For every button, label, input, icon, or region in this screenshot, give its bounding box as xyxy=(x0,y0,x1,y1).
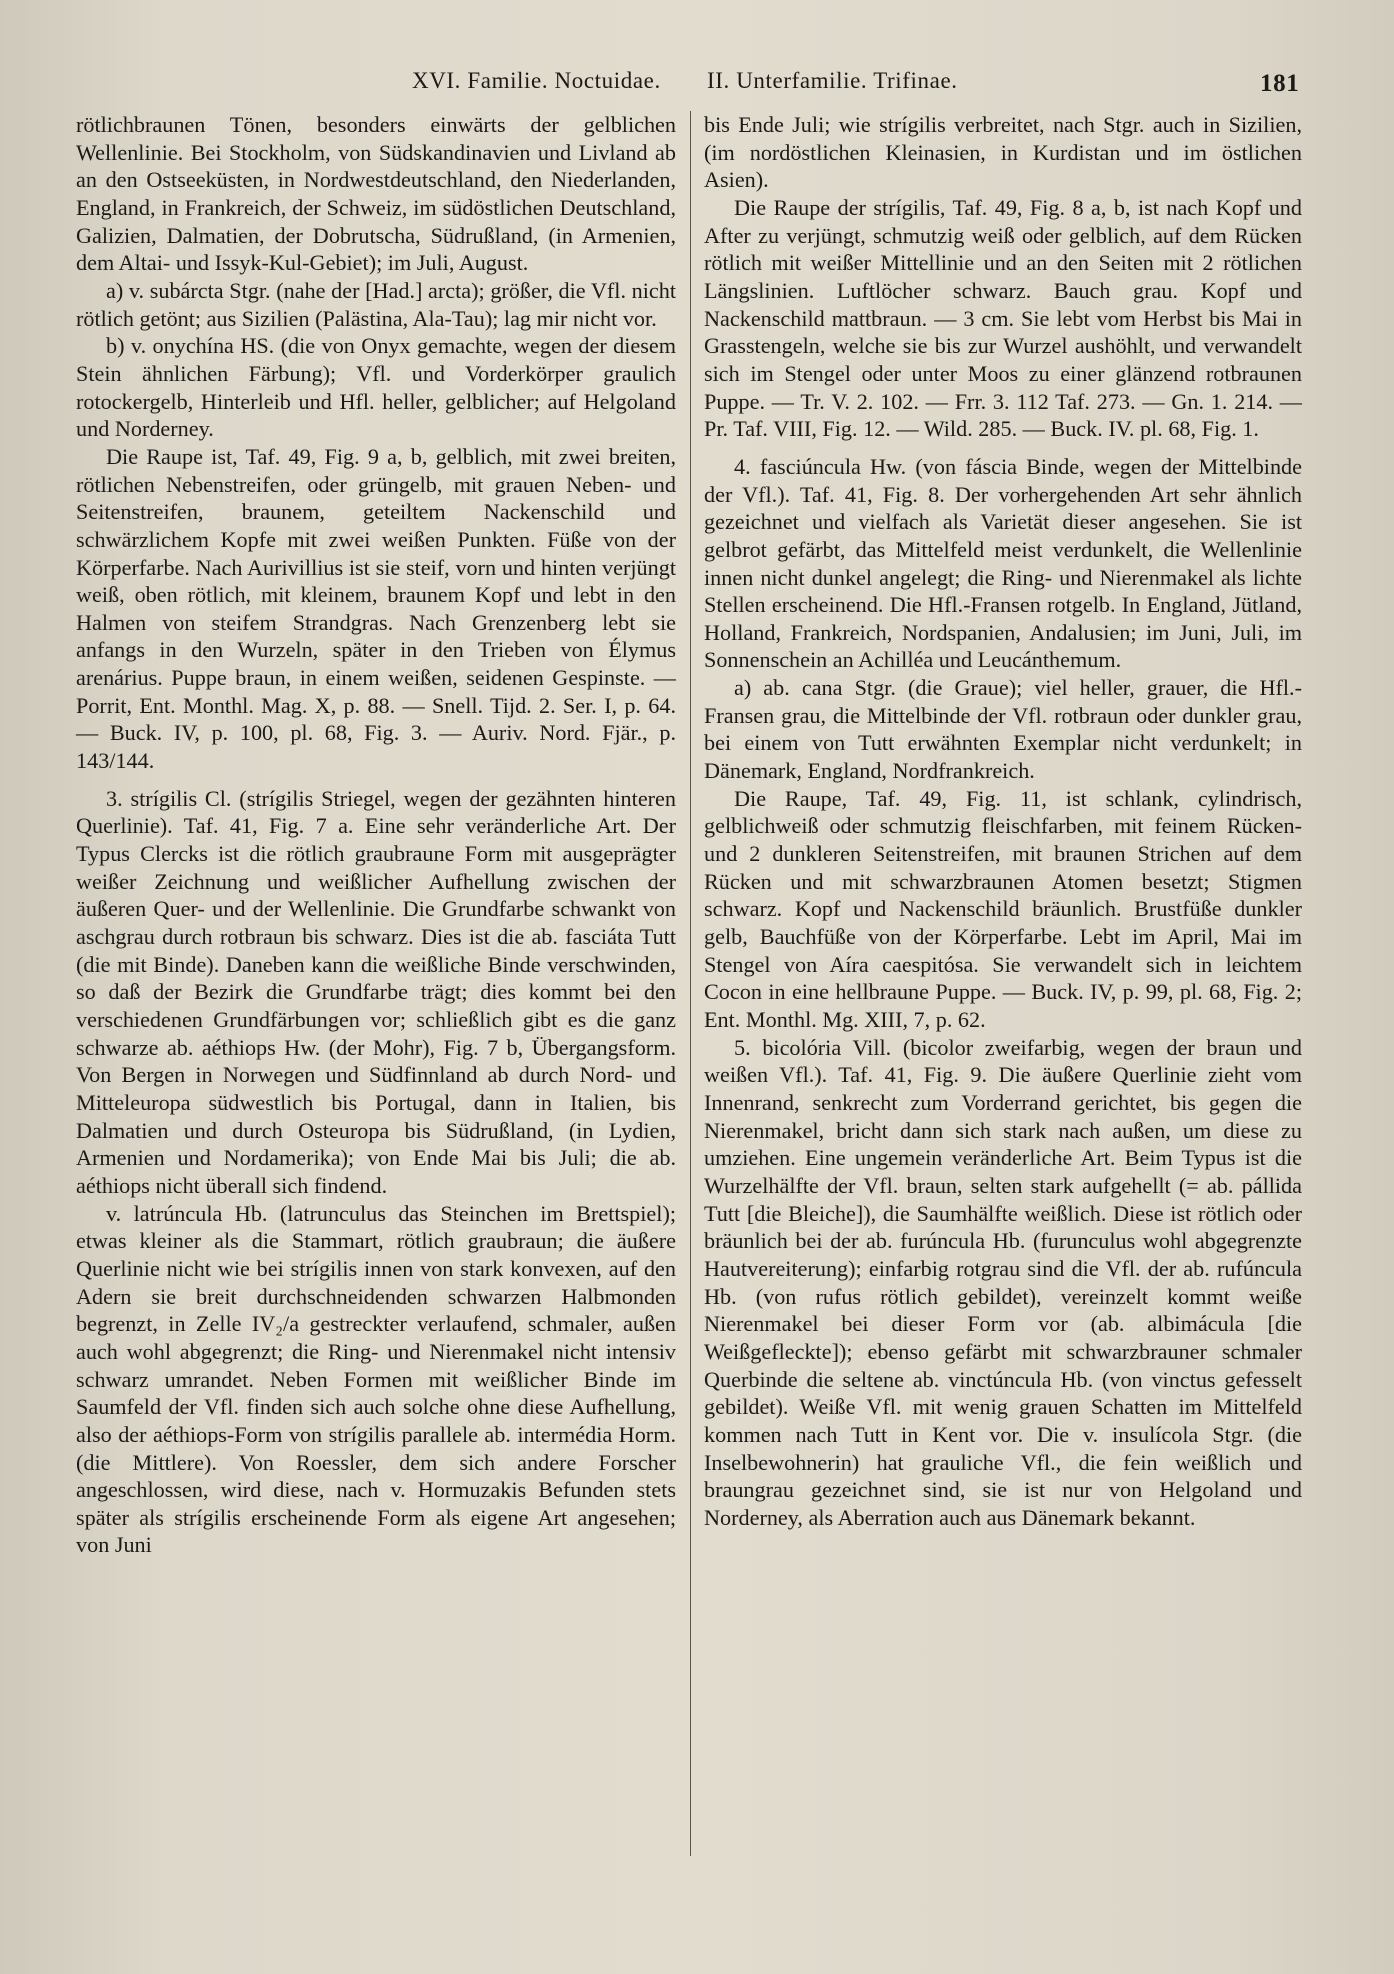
paragraph: rötlichbraunen Tönen, besonders einwärts der gelblichen Wellenlinie. Bei Stockholm, von Südskandinavien und Livland ab an den Ostseeküsten, in Nordwestdeutschland, den Niederlanden, England, in Frankreich, der Schweiz, im südöstlichen Deutschland, Galizien, Dalmatien, der Dobrutscha, Südrußland, (in Armenien, dem Altai- und Issyk-Kul-Gebiet); im Juli, August. xyxy=(76,112,676,276)
paragraph: bis Ende Juli; wie strígilis verbreitet, nach Stgr. auch in Sizilien, (im nordöstlichen Kleinasien, in Kurdistan und im östlichen Asien). xyxy=(704,112,1302,193)
header-subfamily: II. Unterfamilie. Trifinae. xyxy=(707,68,958,93)
column-divider xyxy=(690,111,691,1856)
paragraph: Die Raupe ist, Taf. 49, Fig. 9 a, b, gelblich, mit zwei breiten, rötlichen Nebenstreifen, oder grüngelb, mit grauen Neben- und Seitenstreifen, braunem, geteiltem Nackenschild und schwärzlichem Kopfe mit zwei weißen Punkten. Füße von der Körperfarbe. Nach Aurivillius ist sie steif, vorn und hinten verjüngt weiß, oben rötlich, mit kleinem, braunem Kopf und lebt in den Halmen von steifem Strandgras. Nach Grenzenberg lebt sie anfangs in den Wurzeln, später in den Trieben von Élymus arenárius. Puppe braun, in einem weißen, seidenen Gespinste. — Porrit, Ent. Monthl. Mag. X, p. 88. — Snell. Tijd. 2. Ser. I, p. 64. — Buck. IV, p. 100, pl. 68, Fig. 3. — Auriv. Nord. Fjär., p. 143/144. xyxy=(76,443,676,774)
paragraph: Die Raupe, Taf. 49, Fig. 11, ist schlank, cylindrisch, gelblichweiß oder schmutzig fleischfarben, mit feinem Rücken- und 2 dunkleren Seitenstreifen, mit braunen Strichen auf dem Rücken und mit schwarzbraunen Atomen besetzt; Stigmen schwarz. Kopf und Nackenschild bräunlich. Brustfüße dunkler gelb, Bauchfüße von der Körperfarbe. Lebt im April, Mai im Stengel von Aíra caespitósa. Sie verwandelt sich in leichtem Cocon in eine hellbraune Puppe. — Buck. IV, p. 99, pl. 68, Fig. 2; Ent. Monthl. Mg. XIII, 7, p. 62. xyxy=(704,785,1302,1032)
page-number: 181 xyxy=(1260,70,1300,97)
header-family: XVI. Familie. Noctuidae. xyxy=(412,68,661,93)
right-column xyxy=(704,111,1302,1531)
species-entry-fasciuncula: 4. fasciúncula Hw. (von fáscia Binde, wegen der Mittelbinde der Vfl.). Taf. 41, Fig. 8. Der vorhergehenden Art sehr ähnlich gezeichnet und vielfach als Varietät dieser angesehen. Sie ist gelbrot gefärbt, das Mittelfeld meist verdunkelt, die Wellenlinie innen nicht dunkel angelegt; die Ring- und Nierenmakel als lichte Stellen erscheinend. Die Hfl.-Fransen rotgelb. In England, Jütland, Holland, Frankreich, Nordspanien, Andalusien; im Juni, Juli, im Sonnenschein an Achilléa und Leucánthemum. xyxy=(704,453,1302,673)
paragraph: v. latrúncula Hb. (latrunculus das Steinchen im Brettspiel); etwas kleiner als die Stammart, rötlich graubraun; die äußere Querlinie nicht wie bei strígilis innen von stark konvexen, auf den Adern sie breit durchschneidenden schwarzen Halbmonden begrenzt, in Zelle IV₂/a gestreckter verlaufend, schmaler, außen auch wohl abgegrenzt; die Ring- und Nierenmakel nicht intensiv schwarz umrandet. Neben Formen mit weißlicher Binde im Saumfeld der Vfl. finden sich auch solche ohne diese Aufhellung, also der aéthiops-Form von strígilis parallele ab. intermédia Horm. (die Mittlere). Von Roessler, dem sich andere Forscher angeschlossen, wird diese, nach v. Hormuzakis Befunden stets später als strígilis erscheinende Form als eigene Art angesehen; von Juni xyxy=(76,1200,676,1558)
paragraph: b) v. onychína HS. (die von Onyx gemachte, wegen der diesem Stein ähnlichen Färbung); Vfl. und Vorderkörper graulich rotockergelb, Hinterleib und Hfl. heller, gelblicher; auf Helgoland und Norderney. xyxy=(76,333,676,442)
species-entry-strigilis: 3. strígilis Cl. (strígilis Striegel, wegen der gezähnten hinteren Querlinie). Taf. 41, Fig. 7 a. Eine sehr veränderliche Art. Der Typus Clercks ist die rötlich graubraune Form mit ausgeprägter weißer Zeichnung und weißlicher Aufhellung zwischen der äußeren Quer- und der Wellenlinie. Die Grundfarbe schwankt von aschgrau durch rotbraun bis schwarz. Dies ist die ab. fasciáta Tutt (die mit Binde). Daneben kann die weißliche Binde verschwinden, so daß der Bezirk die Grundfarbe trägt; dies kommt bei den verschiedenen Grundfärbungen vor; schließlich gibt es die ganz schwarze ab. aéthiops Hw. (der Mohr), Fig. 7 b, Übergangsform. Von Bergen in Norwegen und Südfinnland ab durch Nord- und Mitteleuropa südwestlich bis Portugal, dann in Italien, bis Dalmatien und durch Osteuropa bis Südrußland, (in Lydien, Armenien und Nordamerika); von Ende Mai bis Juli; die ab. aéthiops nicht überall sich findend. xyxy=(76,785,676,1198)
running-header xyxy=(0,68,1394,108)
paragraph: a) ab. cana Stgr. (die Graue); viel heller, grauer, die Hfl.-Fransen grau, die Mittelbinde der Vfl. rotbraun oder dunkler grau, bei einem von Tutt erwähnten Exemplar nicht verdunkelt; in Dänemark, England, Nordfrankreich. xyxy=(704,675,1302,784)
paragraph: Die Raupe der strígilis, Taf. 49, Fig. 8 a, b, ist nach Kopf und After zu verjüngt, schmutzig weiß oder gelblich, auf dem Rücken rötlich mit weißer Mittellinie und an den Seiten mit 2 rötlichen Längslinien. Luftlöcher schwarz. Bauch grau. Kopf und Nackenschild mattbraun. — 3 cm. Sie lebt vom Herbst bis Mai in Grasstengeln, welche sie bis zur Wurzel aushöhlt, und verwandelt sich im Stengel oder unter Moos zu einer glänzend rotbraunen Puppe. — Tr. V. 2. 102. — Frr. 3. 112 Taf. 273. — Gn. 1. 214. — Pr. Taf. VIII, Fig. 12. — Wild. 285. — Buck. IV. pl. 68, Fig. 1. xyxy=(704,194,1302,442)
species-entry-bicoloria: 5. bicolória Vill. (bicolor zweifarbig, wegen der braun und weißen Vfl.). Taf. 41, Fig. 9. Die äußere Querlinie zieht vom Innenrand, senkrecht zum Vorderrand gerichtet, bis gegen die Nierenmakel, bricht dann sich stark nach außen, um diese zu umziehen. Eine ungemein veränderliche Art. Beim Typus ist die Wurzelhälfte der Vfl. braun, selten stark aufgehellt (= ab. pállida Tutt [die Bleiche]), die Saumhälfte weißlich. Diese ist rötlich oder bräunlich bei der ab. furúncula Hb. (furunculus wohl abgegrenzte Hautvereiterung); einfarbig rotgrau sind die Vfl. der ab. rufúncula Hb. (von rufus rötlich gebildet), vereinzelt kommt weiße Nierenmakel bei dieser Form vor (ab. albimácula [die Weißgefleckte]); ebenso gefärbt mit schwarzbrauner schmaler Querbinde die seltene ab. vinctúncula Hb. (von vinctus gefesselt gebildet). Weiße Vfl. mit wenig grauen Schatten im Mittelfeld kommen nach Tutt in Kent vor. Die v. insulícola Stgr. (die Inselbewohnerin) hat grauliche Vfl., die fein weißlich und braungrau gezeichnet sind, sie ist nur von Helgoland und Norderney, als Aberration auch aus Dänemark bekannt. xyxy=(704,1034,1302,1530)
paragraph: a) v. subárcta Stgr. (nahe der [Had.] arcta); größer, die Vfl. nicht rötlich getönt; aus Sizilien (Palästina, Ala-Tau); lag mir nicht vor. xyxy=(76,277,676,331)
left-column xyxy=(76,111,676,1559)
